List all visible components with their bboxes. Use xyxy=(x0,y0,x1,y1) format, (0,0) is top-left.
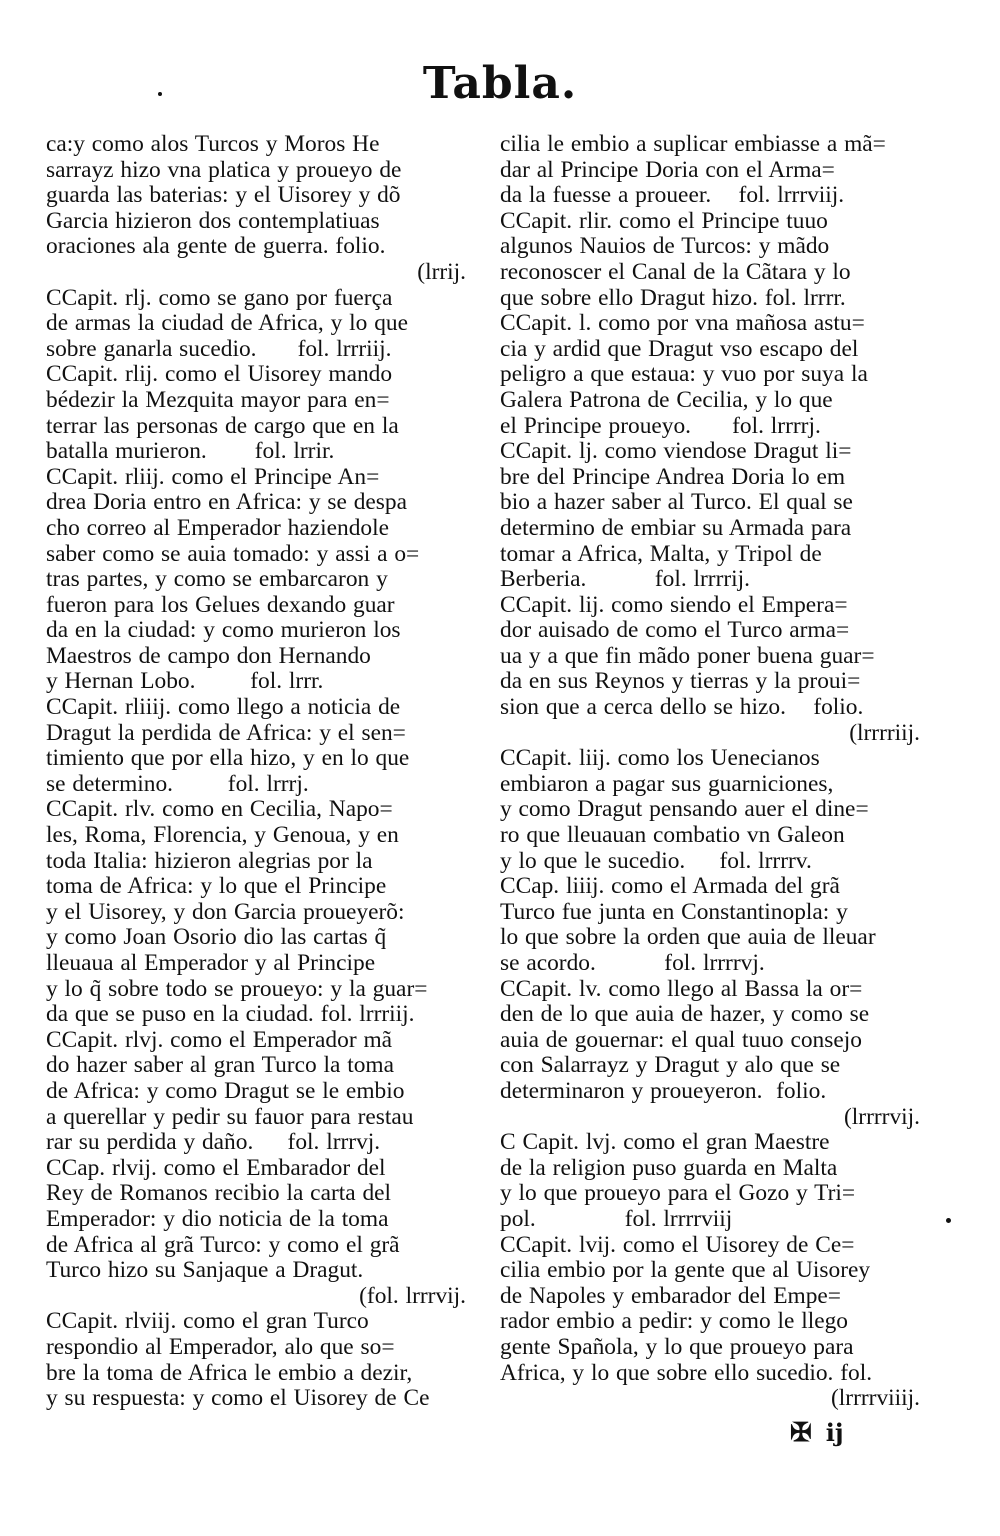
toc-line: se determino. fol. lrrrj. xyxy=(46,770,309,797)
toc-line: (lrrij. xyxy=(417,258,466,285)
toc-line: (lrrrrvij. xyxy=(844,1103,920,1130)
toc-line: toma de Africa: y lo que el Principe xyxy=(46,873,387,900)
toc-line: ro que lleuauan combatio vn Galeon xyxy=(500,822,845,849)
ink-speck xyxy=(946,1218,951,1223)
toc-line: y su respuesta: y como el Uisorey de Ce xyxy=(46,1385,430,1412)
toc-line: Dragut la perdida de Africa: y el sen= xyxy=(46,719,406,746)
toc-line: y lo q̃ sobre todo se proueyo: y la guar= xyxy=(46,975,428,1002)
toc-line: CCapit. rlvj. como el Emperador mã xyxy=(46,1026,393,1053)
toc-line: CCapit. liij. como los Uenecianos xyxy=(500,745,820,772)
toc-line: con Salarrayz y Dragut y alo que se xyxy=(500,1052,841,1079)
toc-line: CCap. rlvij. como el Embarador del xyxy=(46,1154,386,1181)
toc-line: guarda las baterias: y el Uisorey y dõ xyxy=(46,182,401,209)
toc-line: cilia embio por la gente que al Uisorey xyxy=(500,1257,871,1284)
toc-line: de la religion puso guarda en Malta xyxy=(500,1154,838,1181)
toc-line: de armas la ciudad de Africa, y lo que xyxy=(46,310,408,337)
toc-line: de Napoles y embarador del Empe= xyxy=(500,1282,841,1309)
toc-line: y como Joan Osorio dio las cartas q̃ xyxy=(46,924,387,951)
toc-line: y lo que proueyo para el Gozo y Tri= xyxy=(500,1180,856,1207)
toc-line: bédezir la Mezquita mayor para en= xyxy=(46,386,390,413)
toc-line: dor auisado de como el Turco arma= xyxy=(500,617,850,644)
toc-line: sobre ganarla sucedio. fol. lrrriij. xyxy=(46,335,392,362)
toc-line: (fol. lrrrvij. xyxy=(359,1282,466,1309)
toc-line: da que se puso en la ciudad. fol. lrrriij. xyxy=(46,1001,415,1028)
toc-line: da en sus Reynos y tierras y la proui= xyxy=(500,668,861,695)
toc-line: sion que a cerca dello se hizo. folio. xyxy=(500,694,864,721)
toc-line: embiaron a pagar sus guarniciones, xyxy=(500,770,834,797)
toc-line: Garcia hizieron dos contemplatiuas xyxy=(46,207,380,234)
right-column xyxy=(500,132,920,1412)
toc-line: bre del Principe Andrea Doria lo em xyxy=(500,463,846,490)
toc-line: determino de embiar su Armada para xyxy=(500,514,852,541)
toc-line: y Hernan Lobo. fol. lrrr. xyxy=(46,668,324,695)
toc-line: da en la ciudad: y como murieron los xyxy=(46,617,401,644)
toc-line: drea Doria entro en Africa: y se despa xyxy=(46,489,407,516)
toc-line: toda Italia: hizieron alegrias por la xyxy=(46,847,373,874)
toc-line: respondio al Emperador, alo que so= xyxy=(46,1333,395,1360)
toc-line: Maestros de campo don Hernando xyxy=(46,642,371,669)
toc-line: oraciones ala gente de guerra. folio. xyxy=(46,233,386,260)
toc-line: Berberia. fol. lrrrrij. xyxy=(500,566,751,593)
toc-line: ua y a que fin mãdo poner buena guar= xyxy=(500,642,875,669)
toc-line: tras partes, y como se embarcaron y xyxy=(46,566,388,593)
toc-line: y como Dragut pensando auer el dine= xyxy=(500,796,869,823)
toc-line: les, Roma, Florencia, y Genoua, y en xyxy=(46,822,399,849)
toc-line: CCap. liiij. como el Armada del grã xyxy=(500,873,840,900)
toc-line: CCapit. lvij. como el Uisorey de Ce= xyxy=(500,1231,855,1258)
toc-line: CCapit. lj. como viendose Dragut li= xyxy=(500,438,852,465)
toc-line: pol. fol. lrrrrviij xyxy=(500,1205,733,1232)
page-title: Tabla. xyxy=(422,58,578,109)
toc-line: el Principe proueyo. fol. lrrrrj. xyxy=(500,412,821,439)
toc-line: batalla murieron. fol. lrrir. xyxy=(46,438,335,465)
toc-line: se acordo. fol. lrrrrvj. xyxy=(500,950,765,976)
toc-line: algunos Nauios de Turcos: y mãdo xyxy=(500,233,830,260)
toc-line: reconoscer el Canal de la Cãtara y lo xyxy=(500,258,851,285)
toc-line: (lrrrriij. xyxy=(849,719,920,746)
toc-line: Turco hizo su Sanjaque a Dragut. xyxy=(46,1257,364,1284)
toc-line: que sobre ello Dragut hizo. fol. lrrrr. xyxy=(500,284,846,311)
toc-line: (lrrrrviiij. xyxy=(831,1385,920,1412)
toc-line: Turco fue junta en Constantinopla: y xyxy=(500,898,848,925)
toc-line: bre la toma de Africa le embio a dezir, xyxy=(46,1359,413,1386)
toc-line: cia y ardid que Dragut vso escapo del xyxy=(500,335,859,362)
toc-line: auia de gouernar: el qual tuuo consejo xyxy=(500,1026,862,1053)
toc-line: do hazer saber al gran Turco la toma xyxy=(46,1052,395,1079)
folio-signature: ij xyxy=(825,1418,844,1447)
toc-line: fueron para los Gelues dexando guar xyxy=(46,591,395,618)
toc-line: bio a hazer saber al Turco. El qual se xyxy=(500,489,853,516)
toc-line: dar al Principe Doria con el Arma= xyxy=(500,156,835,183)
toc-line: y lo que le sucedio. fol. lrrrrv. xyxy=(500,847,812,874)
toc-line: CCapit. lij. como siendo el Empera= xyxy=(500,591,848,618)
toc-line: CCapit. rliij. como el Principe An= xyxy=(46,463,380,490)
toc-line: CCapit. rlir. como el Principe tuuo xyxy=(500,207,828,234)
toc-line: Emperador: y dio noticia de la toma xyxy=(46,1205,389,1232)
toc-line: peligro a que estaua: y vuo por suya la xyxy=(500,361,868,388)
cross-patty-icon: ✠ xyxy=(790,1418,812,1448)
toc-line: gente Spañola, y lo que proueyo para xyxy=(500,1333,854,1360)
toc-line: CCapit. l. como por vna mañosa astu= xyxy=(500,310,865,337)
toc-line: lleuaua al Emperador y al Principe xyxy=(46,950,376,976)
toc-line: tomar a Africa, Malta, y Tripol de xyxy=(500,540,822,567)
toc-line: Galera Patrona de Cecilia, y lo que xyxy=(500,386,833,413)
toc-line: CCapit. rlv. como en Cecilia, Napo= xyxy=(46,796,393,823)
toc-line: cho correo al Emperador haziendole xyxy=(46,514,389,541)
toc-line: terrar las personas de cargo que en la xyxy=(46,412,399,439)
toc-line: cilia le embio a suplicar embiasse a mã= xyxy=(500,131,886,157)
toc-line: de Africa: y como Dragut se le embio xyxy=(46,1077,405,1104)
toc-line: rar su perdida y daño. fol. lrrrvj. xyxy=(46,1129,381,1156)
toc-line: timiento que por ella hizo, y en lo que xyxy=(46,745,410,772)
toc-line: CCapit. rlviij. como el gran Turco xyxy=(46,1308,369,1335)
toc-line: CCapit. rlij. como el Uisorey mando xyxy=(46,361,393,388)
toc-line: rador embio a pedir: y como le llego xyxy=(500,1308,849,1335)
toc-line: CCapit. lv. como llego al Bassa la or= xyxy=(500,975,863,1002)
left-column xyxy=(46,132,466,1412)
toc-line: Rey de Romanos recibio la carta del xyxy=(46,1180,392,1207)
toc-line: determinaron y proueyeron. folio. xyxy=(500,1077,827,1104)
toc-line: C Capit. lvj. como el gran Maestre xyxy=(500,1129,830,1156)
toc-line: ca:y como alos Turcos y Moros He xyxy=(46,131,380,157)
toc-line: a querellar y pedir su fauor para restau xyxy=(46,1103,414,1130)
toc-line: sarrayz hizo vna platica y proueyo de xyxy=(46,156,402,183)
toc-line: de Africa al grã Turco: y como el grã xyxy=(46,1231,400,1258)
folio-mark xyxy=(790,1418,844,1448)
toc-line: CCapit. rliiij. como llego a noticia de xyxy=(46,694,401,721)
toc-line: da la fuesse a proueer. fol. lrrrviij. xyxy=(500,182,845,209)
toc-line: den de lo que auia de hazer, y como se xyxy=(500,1001,870,1028)
toc-line: y el Uisorey, y don Garcia proueyerõ: xyxy=(46,898,405,925)
toc-line: lo que sobre la orden que auia de lleuar xyxy=(500,924,876,951)
toc-line: saber como se auia tomado: y assi a o= xyxy=(46,540,420,567)
toc-line: Africa, y lo que sobre ello sucedio. fol. xyxy=(500,1359,873,1386)
toc-line: CCapit. rlj. como se gano por fuerça xyxy=(46,284,393,311)
